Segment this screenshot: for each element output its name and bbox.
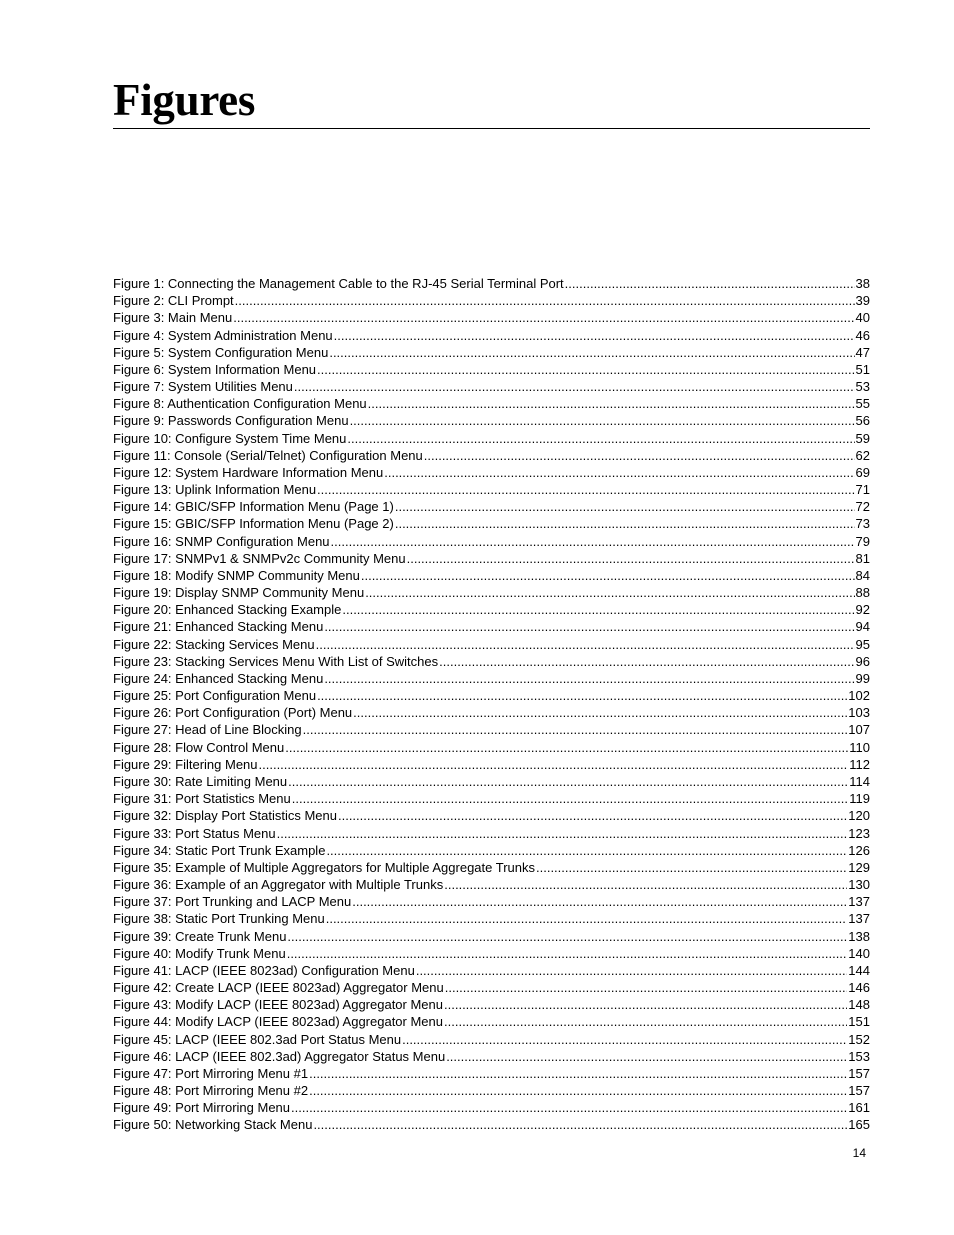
figure-page-number: 119 (849, 791, 870, 807)
dot-leader (287, 928, 847, 945)
dot-leader (445, 979, 848, 996)
figure-entry[interactable] (113, 979, 870, 996)
figure-entry[interactable] (113, 807, 870, 824)
figure-label: Figure 47: Port Mirroring Menu #1 (113, 1065, 309, 1081)
figure-label: Figure 44: Modify LACP (IEEE 8023ad) Aggregator Menu (113, 1014, 444, 1030)
figures-list (113, 275, 870, 1134)
figure-label: Figure 5: System Configuration Menu (113, 344, 329, 360)
figure-entry[interactable] (113, 1013, 870, 1030)
dot-leader (303, 721, 848, 738)
figure-entry[interactable] (113, 1082, 870, 1099)
figure-entry[interactable] (113, 739, 870, 756)
figure-entry[interactable] (113, 1065, 870, 1082)
figure-entry[interactable] (113, 1116, 870, 1133)
figure-entry[interactable] (113, 533, 870, 550)
dot-leader (233, 309, 854, 326)
figure-label: Figure 7: System Utilities Menu (113, 379, 293, 395)
figure-page-number: 137 (848, 894, 870, 910)
figure-entry[interactable] (113, 893, 870, 910)
figure-label: Figure 3: Main Menu (113, 310, 233, 326)
figure-entry[interactable] (113, 567, 870, 584)
figure-entry[interactable] (113, 825, 870, 842)
figure-page-number: 84 (855, 567, 870, 583)
figure-page-number: 69 (855, 464, 870, 480)
figure-entry[interactable] (113, 361, 870, 378)
figure-label: Figure 8: Authentication Configuration Menu (113, 396, 367, 412)
figure-label: Figure 22: Stacking Services Menu (113, 636, 315, 652)
figure-entry[interactable] (113, 996, 870, 1013)
figure-entry[interactable] (113, 687, 870, 704)
figure-entry[interactable] (113, 378, 870, 395)
figure-label: Figure 6: System Information Menu (113, 361, 317, 377)
figure-page-number: 55 (855, 396, 870, 412)
dot-leader (338, 807, 847, 824)
dot-leader (317, 687, 847, 704)
figure-entry[interactable] (113, 550, 870, 567)
figure-page-number: 73 (855, 516, 870, 532)
figure-entry[interactable] (113, 876, 870, 893)
figure-entry[interactable] (113, 653, 870, 670)
figure-label: Figure 38: Static Port Trunking Menu (113, 911, 325, 927)
figure-entry[interactable] (113, 773, 870, 790)
figure-page-number: 46 (855, 327, 870, 343)
figure-page-number: 129 (848, 859, 870, 875)
figure-label: Figure 14: GBIC/SFP Information Menu (Page 1) (113, 499, 394, 515)
figure-page-number: 53 (855, 379, 870, 395)
figure-page-number: 165 (848, 1117, 870, 1133)
figure-entry[interactable] (113, 601, 870, 618)
figure-label: Figure 16: SNMP Configuration Menu (113, 533, 330, 549)
figure-entry[interactable] (113, 618, 870, 635)
figure-entry[interactable] (113, 962, 870, 979)
dot-leader (395, 498, 855, 515)
figure-entry[interactable] (113, 412, 870, 429)
figure-label: Figure 34: Static Port Trunk Example (113, 842, 326, 858)
dot-leader (439, 653, 854, 670)
figure-page-number: 96 (855, 653, 870, 669)
figure-page-number: 71 (855, 482, 870, 498)
figure-page-number: 47 (855, 344, 870, 360)
figure-label: Figure 37: Port Trunking and LACP Menu (113, 894, 352, 910)
dot-leader (324, 670, 854, 687)
dot-leader (402, 1031, 847, 1048)
dot-leader (313, 1116, 847, 1133)
figure-label: Figure 23: Stacking Services Menu With List of Switches (113, 653, 439, 669)
figure-page-number: 51 (855, 361, 870, 377)
title-rule (113, 128, 870, 129)
figure-label: Figure 41: LACP (IEEE 8023ad) Configuration Menu (113, 962, 415, 978)
dot-leader (446, 1048, 847, 1065)
dot-leader (444, 876, 847, 893)
dot-leader (352, 893, 847, 910)
figure-entry[interactable] (113, 498, 870, 515)
figure-entry[interactable] (113, 910, 870, 927)
figure-page-number: 62 (855, 447, 870, 463)
figure-page-number: 140 (848, 945, 870, 961)
dot-leader (259, 756, 849, 773)
dot-leader (384, 464, 854, 481)
figure-label: Figure 19: Display SNMP Community Menu (113, 585, 365, 601)
figure-entry[interactable] (113, 670, 870, 687)
figure-label: Figure 10: Configure System Time Menu (113, 430, 347, 446)
figure-entry[interactable] (113, 1099, 870, 1116)
dot-leader (287, 945, 848, 962)
figure-label: Figure 17: SNMPv1 & SNMPv2c Community Menu (113, 550, 406, 566)
dot-leader (368, 395, 855, 412)
figure-entry[interactable] (113, 447, 870, 464)
figure-entry[interactable] (113, 327, 870, 344)
figure-label: Figure 35: Example of Multiple Aggregators for Multiple Aggregate Trunks (113, 859, 535, 875)
figure-page-number: 123 (848, 825, 870, 841)
figure-page-number: 88 (855, 585, 870, 601)
figure-entry[interactable] (113, 464, 870, 481)
figure-entry[interactable] (113, 945, 870, 962)
figure-page-number: 99 (855, 670, 870, 686)
dot-leader (331, 533, 855, 550)
figure-entry[interactable] (113, 636, 870, 653)
figure-page-number: 95 (855, 636, 870, 652)
figure-entry[interactable] (113, 344, 870, 361)
figure-label: Figure 20: Enhanced Stacking Example (113, 602, 342, 618)
figure-page-number: 40 (855, 310, 870, 326)
figure-page-number: 151 (848, 1014, 870, 1030)
figure-label: Figure 49: Port Mirroring Menu (113, 1100, 291, 1116)
dot-leader (285, 739, 848, 756)
figure-page-number: 114 (849, 773, 870, 789)
figure-entry[interactable] (113, 790, 870, 807)
dot-leader (361, 567, 855, 584)
figure-label: Figure 50: Networking Stack Menu (113, 1117, 313, 1133)
figure-page-number: 102 (848, 688, 870, 704)
figure-label: Figure 39: Create Trunk Menu (113, 928, 287, 944)
dot-leader (334, 327, 855, 344)
dot-leader (395, 515, 855, 532)
figure-page-number: 107 (848, 722, 870, 738)
figure-page-number: 112 (849, 756, 870, 772)
figure-entry[interactable] (113, 430, 870, 447)
figure-label: Figure 40: Modify Trunk Menu (113, 945, 286, 961)
dot-leader (309, 1065, 847, 1082)
dot-leader (235, 292, 855, 309)
figure-entry[interactable] (113, 275, 870, 292)
figure-page-number: 39 (855, 293, 870, 309)
figure-label: Figure 9: Passwords Configuration Menu (113, 413, 349, 429)
figure-label: Figure 45: LACP (IEEE 802.3ad Port Status Menu (113, 1031, 402, 1047)
figure-page-number: 94 (855, 619, 870, 635)
figure-page-number: 152 (848, 1031, 870, 1047)
figure-page-number: 56 (855, 413, 870, 429)
figure-page-number: 120 (848, 808, 870, 824)
figure-entry[interactable] (113, 842, 870, 859)
figure-label: Figure 46: LACP (IEEE 802.3ad) Aggregator Status Menu (113, 1048, 446, 1064)
figure-page-number: 137 (848, 911, 870, 927)
figure-label: Figure 28: Flow Control Menu (113, 739, 285, 755)
page-number: 14 (852, 1146, 866, 1160)
figure-page-number: 146 (848, 980, 870, 996)
figure-entry[interactable] (113, 309, 870, 326)
dot-leader (291, 1099, 847, 1116)
figure-label: Figure 25: Port Configuration Menu (113, 688, 317, 704)
figure-entry[interactable] (113, 704, 870, 721)
figure-page-number: 103 (848, 705, 870, 721)
figure-entry[interactable] (113, 584, 870, 601)
figure-label: Figure 24: Enhanced Stacking Menu (113, 670, 324, 686)
dot-leader (342, 601, 854, 618)
dot-leader (277, 825, 848, 842)
dot-leader (416, 962, 847, 979)
figure-page-number: 148 (848, 997, 870, 1013)
figure-page-number: 110 (849, 739, 870, 755)
figure-entry[interactable] (113, 481, 870, 498)
figure-entry[interactable] (113, 292, 870, 309)
dot-leader (317, 361, 855, 378)
figure-label: Figure 42: Create LACP (IEEE 8023ad) Aggregator Menu (113, 980, 444, 996)
figure-entry[interactable] (113, 1048, 870, 1065)
dot-leader (329, 344, 854, 361)
dot-leader (292, 790, 849, 807)
page-title: Figures (113, 75, 256, 125)
figure-page-number: 126 (848, 842, 870, 858)
dot-leader (326, 910, 848, 927)
dot-leader (317, 481, 854, 498)
figure-label: Figure 15: GBIC/SFP Information Menu (Page 2) (113, 516, 394, 532)
dot-leader (444, 1013, 847, 1030)
figure-label: Figure 30: Rate Limiting Menu (113, 773, 288, 789)
figure-entry[interactable] (113, 1031, 870, 1048)
dot-leader (324, 618, 854, 635)
figure-label: Figure 18: Modify SNMP Community Menu (113, 567, 360, 583)
figure-page-number: 144 (848, 962, 870, 978)
dot-leader (365, 584, 854, 601)
figure-label: Figure 13: Uplink Information Menu (113, 482, 317, 498)
dot-leader (316, 636, 855, 653)
dot-leader (294, 378, 855, 395)
figure-label: Figure 29: Filtering Menu (113, 756, 258, 772)
figure-page-number: 81 (855, 550, 870, 566)
figure-label: Figure 1: Connecting the Management Cable to the RJ-45 Serial Terminal Port (113, 276, 564, 291)
figure-entry[interactable] (113, 928, 870, 945)
figure-label: Figure 32: Display Port Statistics Menu (113, 808, 337, 824)
figure-page-number: 79 (855, 533, 870, 549)
figure-label: Figure 4: System Administration Menu (113, 327, 333, 343)
figure-page-number: 92 (855, 602, 870, 618)
figure-label: Figure 27: Head of Line Blocking (113, 722, 302, 738)
figure-page-number: 161 (848, 1100, 870, 1116)
figure-label: Figure 11: Console (Serial/Telnet) Configuration Menu (113, 447, 423, 463)
figure-entry[interactable] (113, 859, 870, 876)
figure-label: Figure 26: Port Configuration (Port) Menu (113, 705, 353, 721)
dot-leader (353, 704, 847, 721)
figure-label: Figure 36: Example of an Aggregator with Multiple Trunks (113, 877, 444, 893)
figure-page-number: 72 (855, 499, 870, 515)
figure-page-number: 157 (848, 1065, 870, 1081)
figure-entry[interactable] (113, 515, 870, 532)
figure-page-number: 130 (848, 877, 870, 893)
figure-label: Figure 2: CLI Prompt (113, 293, 234, 309)
figure-label: Figure 21: Enhanced Stacking Menu (113, 619, 324, 635)
figure-label: Figure 43: Modify LACP (IEEE 8023ad) Aggregator Menu (113, 997, 444, 1013)
dot-leader (347, 430, 854, 447)
figure-page-number: 157 (848, 1083, 870, 1099)
dot-leader (565, 275, 855, 292)
dot-leader (288, 773, 848, 790)
figure-page-number: 38 (855, 276, 870, 291)
dot-leader (350, 412, 855, 429)
figure-page-number: 138 (848, 928, 870, 944)
figure-label: Figure 31: Port Statistics Menu (113, 791, 291, 807)
dot-leader (309, 1082, 847, 1099)
figure-entry[interactable] (113, 721, 870, 738)
figure-label: Figure 33: Port Status Menu (113, 825, 276, 841)
figure-page-number: 59 (855, 430, 870, 446)
figure-label: Figure 48: Port Mirroring Menu #2 (113, 1083, 309, 1099)
dot-leader (326, 842, 847, 859)
figure-entry[interactable] (113, 756, 870, 773)
dot-leader (536, 859, 847, 876)
figure-entry[interactable] (113, 395, 870, 412)
figure-page-number: 153 (848, 1048, 870, 1064)
dot-leader (424, 447, 855, 464)
figure-label: Figure 12: System Hardware Information Menu (113, 464, 384, 480)
dot-leader (444, 996, 847, 1013)
dot-leader (407, 550, 855, 567)
